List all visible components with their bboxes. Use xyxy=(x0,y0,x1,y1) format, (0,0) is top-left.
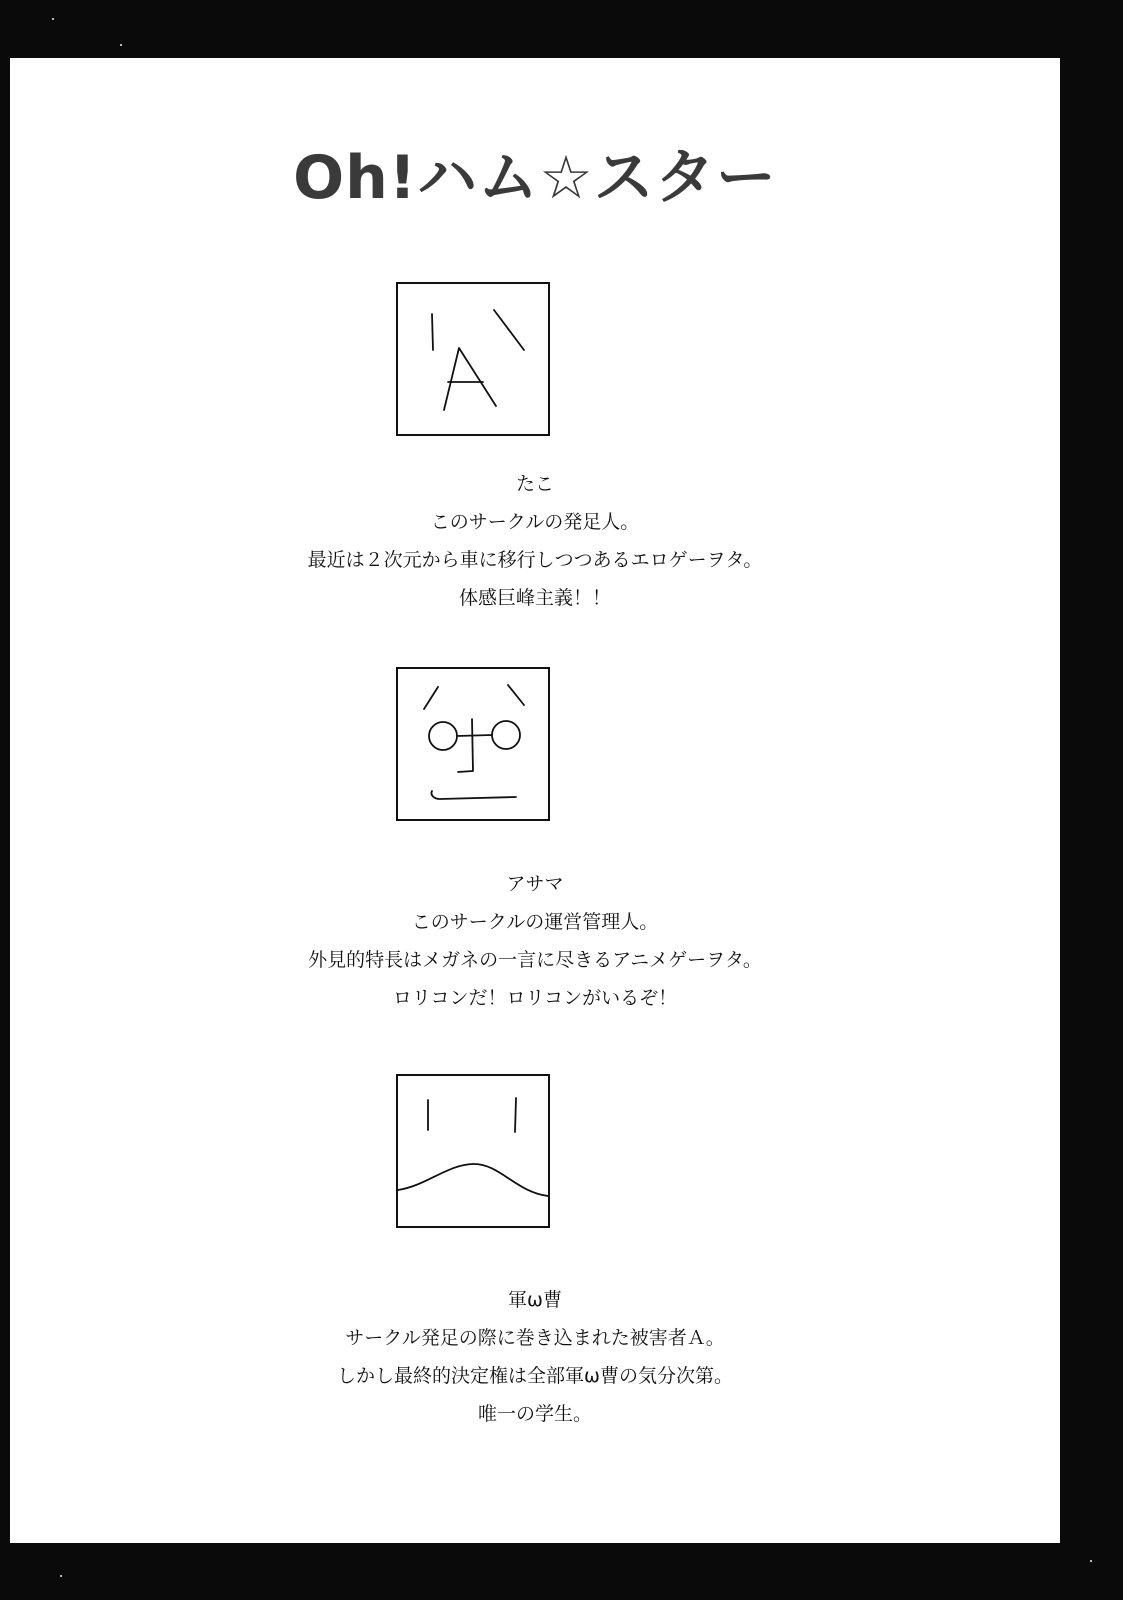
member-description-line: 外見的特長はメガネの一言に尽きるアニメゲーヲタ。 xyxy=(308,949,762,971)
paper-sheet xyxy=(10,58,1060,1543)
scan-speck xyxy=(120,44,122,46)
member-description-line: 体感巨峰主義！！ xyxy=(458,587,611,609)
scan-speck xyxy=(1090,1560,1092,1562)
frown-face-icon xyxy=(396,1074,550,1228)
member-name: アサマ xyxy=(506,873,564,895)
surprised-face-icon xyxy=(396,282,550,436)
scan-speck xyxy=(52,18,54,20)
member-name: 軍ω曹 xyxy=(508,1289,562,1311)
member-name: たこ xyxy=(515,473,554,495)
member-description-line: 唯一の学生。 xyxy=(477,1403,592,1425)
member-profile xyxy=(10,865,1060,1017)
member-description-line: 最近は２次元から車に移行しつつあるエロゲーヲタ。 xyxy=(307,549,763,571)
glasses-face-icon xyxy=(396,667,550,821)
member-description-line: ロリコンだ！ロリコンがいるぞ！ xyxy=(392,987,678,1009)
member-description-line: しかし最終的決定権は全部軍ω曹の気分次第。 xyxy=(337,1365,733,1387)
member-description-line: このサークルの発足人。 xyxy=(430,511,640,533)
member-description-line: このサークルの運営管理人。 xyxy=(411,911,659,933)
scan-speck xyxy=(60,1575,62,1577)
page-title: Oh!ハム☆スター xyxy=(293,143,777,213)
member-description-line: サークル発足の際に巻き込まれた被害者Ａ。 xyxy=(345,1327,725,1349)
member-profile xyxy=(10,1281,1060,1433)
member-profile xyxy=(10,465,1060,617)
